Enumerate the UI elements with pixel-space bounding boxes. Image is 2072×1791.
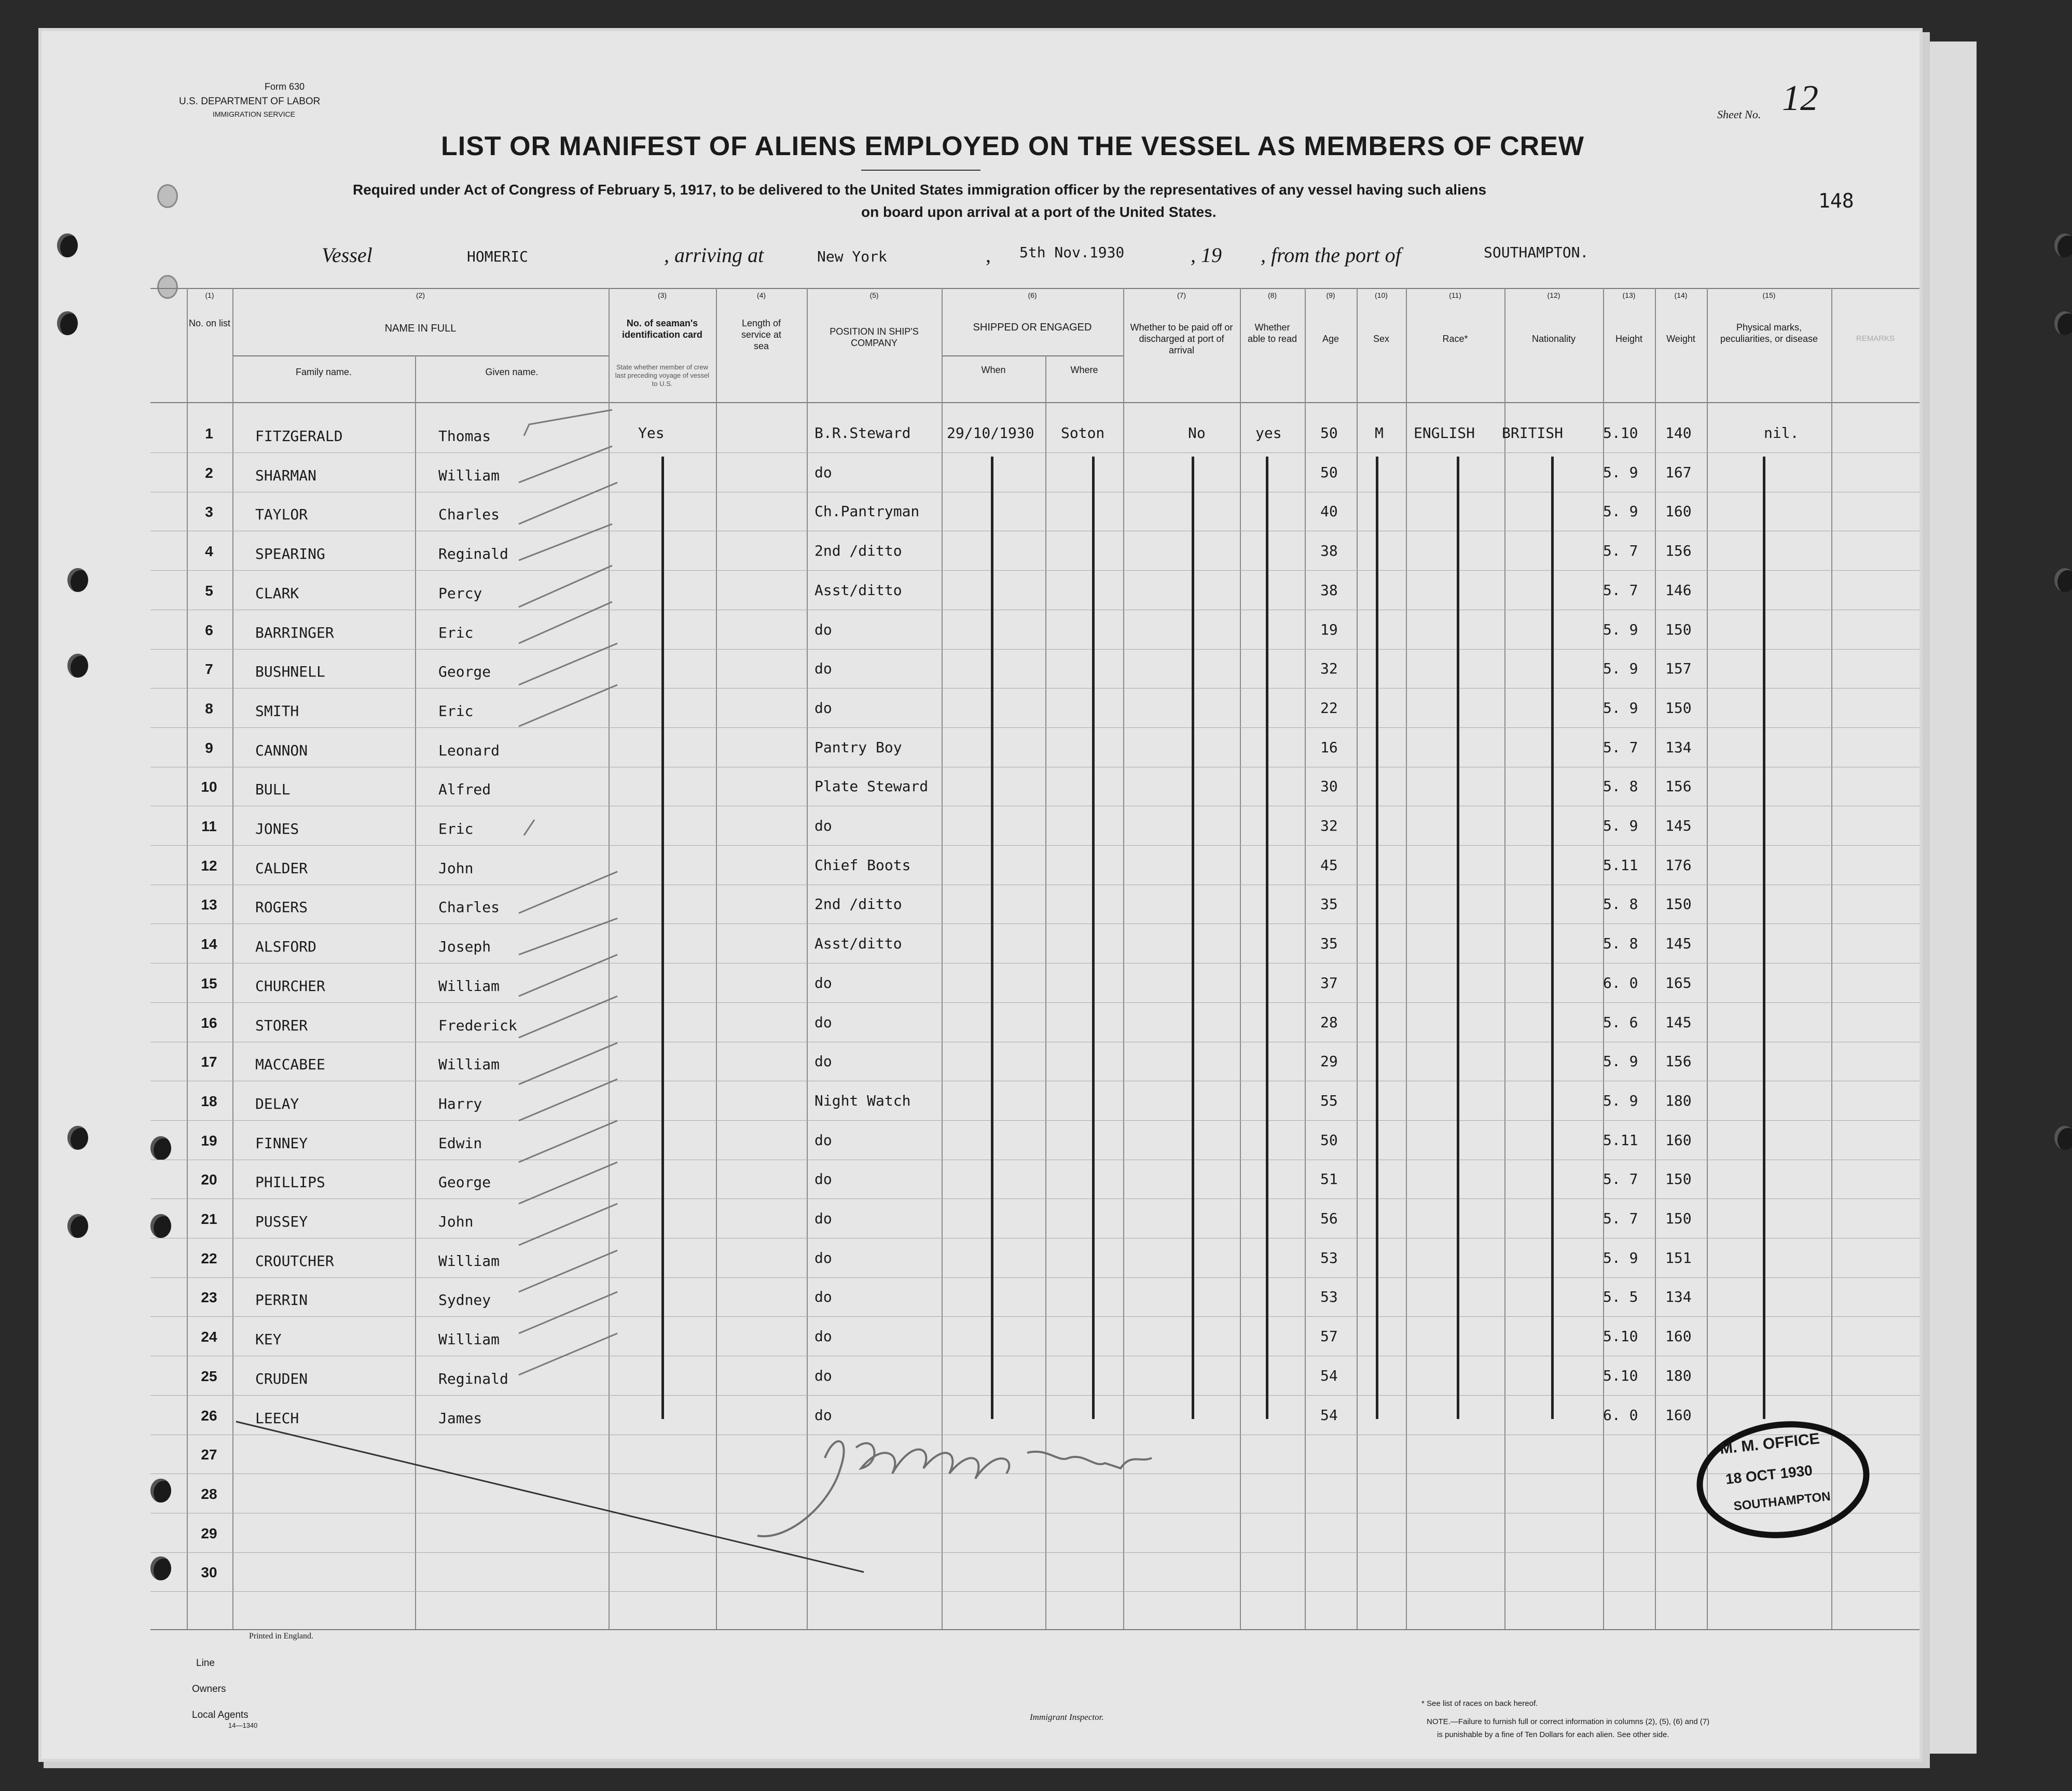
row-family-name: CHURCHER [255, 977, 325, 995]
races-note: * See list of races on back hereof. [1421, 1699, 1538, 1708]
service: IMMIGRATION SERVICE [213, 110, 295, 118]
row-weight: 160 [1665, 1407, 1692, 1424]
row-number: 29 [201, 1525, 217, 1541]
col-header-remarks: REMARKS [1856, 334, 1895, 343]
row-family-name: SHARMAN [255, 467, 317, 484]
row-height: 6. 0 [1603, 974, 1638, 991]
row-weight: 157 [1665, 660, 1692, 677]
row-number: 7 [205, 661, 213, 677]
row-family-name: PERRIN [255, 1291, 308, 1308]
row-number: 28 [201, 1486, 217, 1502]
row-family-name: CLARK [255, 585, 299, 602]
row-age: 45 [1320, 857, 1338, 874]
col-header-age: Age [1322, 334, 1339, 344]
row-age: 38 [1320, 542, 1338, 559]
row-family-name: TAYLOR [255, 506, 308, 523]
row-family-name: PUSSEY [255, 1213, 308, 1230]
row-weight: 167 [1665, 464, 1692, 481]
line-label: Line [196, 1658, 215, 1669]
row-given-name: Reginald [438, 545, 508, 562]
row-age: 54 [1320, 1407, 1338, 1424]
row-number: 23 [201, 1289, 217, 1305]
row-number: 11 [201, 818, 217, 834]
row-given-name: William [438, 1252, 500, 1270]
row-position: do [814, 1210, 832, 1227]
row-weight: 160 [1665, 1132, 1692, 1149]
row-age: 28 [1320, 1014, 1338, 1031]
row-shipped-when: 29/10/1930 [947, 424, 1034, 442]
row-sex: M [1375, 424, 1384, 442]
row-height: 5. 9 [1603, 1053, 1638, 1070]
row-position: do [814, 817, 832, 834]
row-height: 5. 6 [1603, 1014, 1638, 1031]
row-height: 5. 9 [1603, 660, 1638, 677]
row-family-name: ALSFORD [255, 938, 317, 955]
row-height: 5. 9 [1603, 699, 1638, 717]
row-age: 55 [1320, 1092, 1338, 1109]
subtitle-line-1: Required under Act of Congress of February 5, 1917, to be delivered to the United States immigration officer by the representatives of any vessel having such aliens [353, 182, 1487, 198]
col-header-id-card: No. of seaman's identification card [621, 318, 703, 340]
col-header-family: Family name. [295, 367, 352, 377]
row-position: Night Watch [814, 1092, 911, 1109]
row-able-to-read: yes [1255, 424, 1282, 442]
vessel-name: HOMERIC [467, 248, 529, 265]
row-weight: 150 [1665, 699, 1692, 717]
printed-note: Printed in England. [249, 1632, 313, 1641]
row-given-name: George [438, 663, 491, 680]
row-given-name: Sydney [438, 1291, 491, 1308]
row-number: 27 [201, 1446, 217, 1463]
row-position: 2nd /ditto [814, 896, 902, 913]
row-number: 12 [201, 858, 217, 874]
row-position: do [814, 1407, 832, 1424]
col-header-where: Where [1070, 365, 1098, 375]
row-weight: 151 [1665, 1249, 1692, 1266]
department: U.S. DEPARTMENT OF LABOR [179, 96, 321, 107]
row-position: Pantry Boy [814, 739, 902, 756]
row-height: 5. 8 [1603, 896, 1638, 913]
row-number: 13 [201, 897, 217, 913]
row-given-name: Eric [438, 702, 474, 720]
row-given-name: James [438, 1410, 482, 1427]
row-given-name: William [438, 977, 500, 995]
row-given-name: Percy [438, 585, 482, 602]
stamp-bottom-text: SOUTHAMPTON [1733, 1489, 1831, 1514]
row-age: 57 [1320, 1328, 1338, 1345]
form-title: LIST OR MANIFEST OF ALIENS EMPLOYED ON THE VESSEL AS MEMBERS OF CREW [441, 131, 1584, 161]
page-number: 148 [1818, 189, 1854, 212]
row-height: 5. 7 [1603, 1170, 1638, 1188]
row-position: Asst/ditto [814, 935, 902, 952]
row-given-name: Leonard [438, 742, 500, 759]
row-age: 29 [1320, 1053, 1338, 1070]
row-age: 32 [1320, 817, 1338, 834]
row-age: 35 [1320, 896, 1338, 913]
row-weight: 156 [1665, 542, 1692, 559]
row-number: 6 [205, 622, 213, 638]
col-header-read: Whether able to read [1247, 322, 1297, 344]
arrival-port: New York [817, 248, 887, 265]
row-age: 19 [1320, 621, 1338, 638]
row-age: 50 [1320, 424, 1338, 442]
row-height: 5.10 [1603, 1367, 1638, 1384]
row-age: 50 [1320, 464, 1338, 481]
row-number: 20 [201, 1172, 217, 1188]
row-family-name: STORER [255, 1017, 308, 1034]
row-weight: 156 [1665, 778, 1692, 795]
row-age: 54 [1320, 1367, 1338, 1384]
col-num-7: (7) [1177, 291, 1186, 299]
col-header-race: Race* [1442, 334, 1468, 344]
col-header-position: POSITION IN SHIP'S COMPANY [830, 326, 919, 348]
row-weight: 150 [1665, 1170, 1692, 1188]
row-given-name: Thomas [438, 428, 491, 445]
col-num-1: (1) [205, 291, 214, 299]
row-race: ENGLISH [1414, 424, 1475, 442]
col-header-height: Height [1615, 334, 1643, 344]
col-header-no: No. on list [188, 318, 231, 328]
row-number: 14 [201, 936, 217, 952]
row-position: Plate Steward [814, 778, 929, 795]
row-age: 56 [1320, 1210, 1338, 1227]
row-number: 19 [201, 1133, 217, 1149]
row-given-name: William [438, 1056, 500, 1073]
row-given-name: Harry [438, 1095, 482, 1112]
row-height: 5. 9 [1603, 1092, 1638, 1109]
vessel-label: Vessel [322, 243, 372, 267]
row-age: 30 [1320, 778, 1338, 795]
row-given-name: Joseph [438, 938, 491, 955]
row-weight: 160 [1665, 503, 1692, 520]
row-family-name: PHILLIPS [255, 1174, 325, 1191]
col-num-2: (2) [416, 291, 425, 299]
row-position: do [814, 1132, 832, 1149]
form-number: Form 630 [265, 81, 305, 92]
row-family-name: BULL [255, 781, 291, 798]
row-number: 21 [201, 1211, 217, 1227]
row-position: do [814, 1053, 832, 1070]
row-weight: 146 [1665, 582, 1692, 599]
arriving-label: , arriving at [664, 243, 764, 267]
row-height: 5. 7 [1603, 582, 1638, 599]
inspector-label: Immigrant Inspector. [1030, 1712, 1104, 1722]
row-family-name: FINNEY [255, 1135, 308, 1152]
row-weight: 134 [1665, 739, 1692, 756]
row-given-name: John [438, 860, 474, 877]
col-header-marks: Physical marks, peculiarities, or disease [1720, 322, 1818, 344]
row-family-name: BUSHNELL [255, 663, 325, 680]
row-height: 5. 8 [1603, 935, 1638, 952]
row-weight: 180 [1665, 1367, 1692, 1384]
col-header-nationality: Nationality [1531, 334, 1576, 344]
agents-code: 14—1340 [228, 1721, 258, 1729]
col-num-10: (10) [1375, 291, 1388, 299]
agents-label: Local Agents [192, 1710, 248, 1720]
row-number: 26 [201, 1408, 217, 1424]
row-weight: 150 [1665, 621, 1692, 638]
row-position: do [814, 699, 832, 717]
year-label: , 19 [1191, 243, 1222, 267]
row-height: 5. 9 [1603, 621, 1638, 638]
row-number: 15 [201, 975, 217, 991]
row-given-name: Charles [438, 899, 500, 916]
row-given-name: Frederick [438, 1017, 517, 1034]
row-family-name: DELAY [255, 1095, 299, 1112]
row-position: do [814, 660, 832, 677]
row-age: 35 [1320, 935, 1338, 952]
row-position: do [814, 621, 832, 638]
col-num-5: (5) [869, 291, 879, 299]
row-family-name: KEY [255, 1331, 282, 1348]
row-family-name: BARRINGER [255, 624, 334, 641]
row-age: 51 [1320, 1170, 1338, 1188]
row-given-name: Alfred [438, 781, 491, 798]
row-height: 5. 9 [1603, 464, 1638, 481]
row-given-name: William [438, 467, 500, 484]
row-number: 18 [201, 1093, 217, 1109]
row-family-name: JONES [255, 820, 299, 837]
row-given-name: John [438, 1213, 474, 1230]
row-given-name: William [438, 1331, 500, 1348]
arrival-date: 5th Nov.1930 [1019, 244, 1125, 261]
penalty-note-2: is punishable by a fine of Ten Dollars for each alien. See other side. [1437, 1730, 1669, 1739]
row-position: Ch.Pantryman [814, 503, 920, 520]
row-family-name: CALDER [255, 860, 308, 877]
col-num-3: (3) [657, 291, 667, 299]
row-number: 24 [201, 1329, 217, 1345]
row-position: 2nd /ditto [814, 542, 902, 559]
row-height: 5. 9 [1603, 1249, 1638, 1266]
row-height: 5.10 [1603, 1328, 1638, 1345]
row-position: do [814, 1014, 832, 1031]
row-number: 2 [205, 465, 213, 481]
row-family-name: MACCABEE [255, 1056, 325, 1073]
row-weight: 145 [1665, 935, 1692, 952]
col-header-when: When [981, 365, 1006, 375]
signature [757, 1441, 1152, 1536]
row-weight: 145 [1665, 817, 1692, 834]
departure-port: SOUTHAMPTON. [1484, 244, 1589, 261]
row-weight: 176 [1665, 857, 1692, 874]
row-height: 5. 8 [1603, 778, 1638, 795]
row-position: B.R.Steward [814, 424, 911, 442]
col-num-9: (9) [1326, 291, 1335, 299]
row-weight: 165 [1665, 974, 1692, 991]
row-number: 22 [201, 1250, 217, 1266]
row-number: 17 [201, 1054, 217, 1070]
row-height: 5. 7 [1603, 739, 1638, 756]
col-header-given: Given name. [485, 367, 538, 377]
col-header-weight: Weight [1666, 334, 1695, 344]
row-paid-off: No [1188, 424, 1206, 442]
col-num-11: (11) [1449, 291, 1461, 299]
row-weight: 160 [1665, 1328, 1692, 1345]
row-number: 4 [205, 543, 213, 559]
col-num-15: (15) [1762, 291, 1776, 299]
row-number: 8 [205, 700, 213, 717]
row-position: do [814, 1249, 832, 1266]
row-family-name: LEECH [255, 1410, 299, 1427]
row-family-name: ROGERS [255, 899, 308, 916]
col-header-paid-off: Whether to be paid off or discharged at port of arrival [1130, 322, 1233, 355]
row-height: 5.11 [1603, 1132, 1638, 1149]
col-num-13: (13) [1622, 291, 1636, 299]
row-position: do [814, 974, 832, 991]
row-weight: 150 [1665, 1210, 1692, 1227]
row-given-name: Edwin [438, 1135, 482, 1152]
row-number: 1 [205, 425, 213, 442]
row-position: do [814, 1367, 832, 1384]
col-num-6: (6) [1028, 291, 1037, 299]
row-age: 53 [1320, 1249, 1338, 1266]
strike-line [236, 1422, 864, 1572]
sheet-number: 12 [1782, 78, 1818, 118]
row-number: 3 [205, 504, 213, 520]
row-family-name: CANNON [255, 742, 308, 759]
row-given-name: Eric [438, 820, 474, 837]
comma: , [986, 243, 991, 267]
row-position: do [814, 1328, 832, 1345]
row-given-name: Reginald [438, 1370, 508, 1387]
row-marks: nil. [1764, 424, 1799, 442]
col-header-shipped: SHIPPED OR ENGAGED [973, 322, 1092, 333]
row-shipped-where: Soton [1061, 424, 1105, 442]
row-height: 5. 7 [1603, 542, 1638, 559]
row-number: 9 [205, 740, 213, 756]
col-num-4: (4) [756, 291, 766, 299]
row-family-name: CROUTCHER [255, 1252, 334, 1270]
row-weight: 134 [1665, 1288, 1692, 1305]
row-age: 32 [1320, 660, 1338, 677]
row-weight: 180 [1665, 1092, 1692, 1109]
row-number: 10 [201, 779, 217, 795]
row-nationality: BRITISH [1502, 424, 1564, 442]
row-given-name: George [438, 1174, 491, 1191]
row-number: 5 [205, 583, 213, 599]
row-position: do [814, 1288, 832, 1305]
row-height: 5. 7 [1603, 1210, 1638, 1227]
row-family-name: SPEARING [255, 545, 325, 562]
row-age: 53 [1320, 1288, 1338, 1305]
row-weight: 140 [1665, 424, 1692, 442]
row-age: 38 [1320, 582, 1338, 599]
row-age: 16 [1320, 739, 1338, 756]
col-num-12: (12) [1547, 291, 1560, 299]
stamp-date: 18 OCT 1930 [1724, 1462, 1814, 1487]
col-num-8: (8) [1267, 291, 1277, 299]
row-age: 22 [1320, 699, 1338, 717]
sheet-label: Sheet No. [1717, 108, 1761, 121]
col-header-sex: Sex [1373, 334, 1390, 344]
row-weight: 150 [1665, 896, 1692, 913]
row-position: do [814, 464, 832, 481]
col-header-id-card-note: State whether member of crew last preceding voyage of vessel to U.S. [615, 363, 710, 388]
row-weight: 156 [1665, 1053, 1692, 1070]
row-height: 5. 9 [1603, 817, 1638, 834]
row-number: 16 [201, 1015, 217, 1031]
row-height: 5.10 [1603, 424, 1638, 442]
from-port-label: , from the port of [1261, 243, 1401, 267]
row-position: Chief Boots [814, 857, 911, 874]
row-family-name: CRUDEN [255, 1370, 308, 1387]
col-num-14: (14) [1674, 291, 1688, 299]
owners-label: Owners [192, 1684, 226, 1694]
col-header-name: NAME IN FULL [384, 323, 457, 334]
row-height: 6. 0 [1603, 1407, 1638, 1424]
row-weight: 145 [1665, 1014, 1692, 1031]
row-height: 5.11 [1603, 857, 1638, 874]
penalty-note-1: NOTE.—Failure to furnish full or correct information in columns (2), (5), (6) and (7) [1427, 1717, 1710, 1726]
row-height: 5. 5 [1603, 1288, 1638, 1305]
row-age: 40 [1320, 503, 1338, 520]
subtitle-line-2: on board upon arrival at a port of the United States. [861, 204, 1217, 220]
row-age: 50 [1320, 1132, 1338, 1149]
row-position: Asst/ditto [814, 582, 902, 599]
row-height: 5. 9 [1603, 503, 1638, 520]
row-number: 30 [201, 1564, 217, 1580]
stamp-top-text: M. M. OFFICE [1719, 1430, 1821, 1458]
row-family-name: SMITH [255, 702, 299, 720]
row-given-name: Eric [438, 624, 474, 641]
col-header-service: Length of service at sea [741, 318, 782, 351]
row-position: do [814, 1170, 832, 1188]
row-number: 25 [201, 1368, 217, 1384]
row-id-card: Yes [638, 424, 665, 442]
row-family-name: FITZGERALD [255, 428, 343, 445]
row-age: 37 [1320, 974, 1338, 991]
row-given-name: Charles [438, 506, 500, 523]
